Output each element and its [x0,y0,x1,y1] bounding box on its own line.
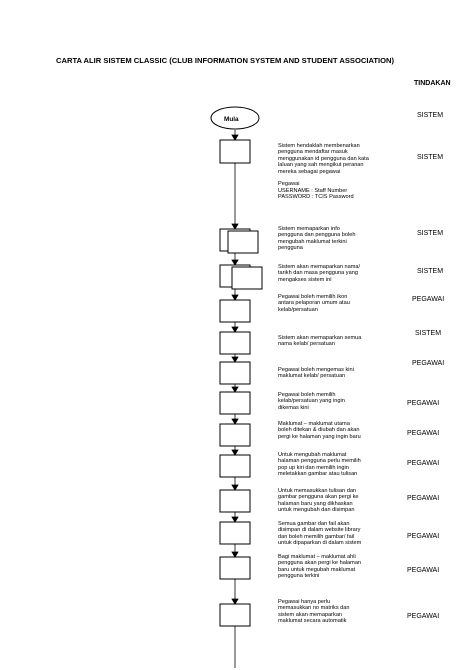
step-9-description [278,452,393,478]
step-11-line: dan boleh memilih gambar/ fail [278,533,355,540]
step-8-action: PEGAWAI [407,430,440,437]
process-box-6 [220,362,250,384]
step-12-description [278,554,393,580]
process-box-4 [220,300,250,322]
step-10-action: PEGAWAI [407,495,440,502]
step-13-line: maklumat secara automatik [278,618,347,625]
step-2-action: SISTEM [417,230,444,237]
step-6-line: maklumat kelab/ persatuan [278,373,346,380]
step-1-line: pengguna mendaftar masuk [278,149,348,156]
step-1-line: laluan yang sah mengikut peranan [278,162,364,169]
step-8-line: pergi ke halaman yang ingin baru [278,433,361,440]
step-2-line: mengubah maklumat terkini [278,238,347,245]
step-10-line: Untuk memasukkan tulisan dan [278,488,357,494]
step-2-description [278,226,393,252]
step-10-line: gambar pengguna akan pergi ke [278,494,359,501]
process-box-8 [220,424,250,446]
process-box-2-overlay [228,231,258,253]
step-1-description [278,143,393,201]
step-11-line: untuk dipaparkan di dalam sistem [278,540,362,547]
step-4-line: antara pelaporan umum atau [278,300,350,307]
step-9-line: pop up kiri dan memilih ingin [278,464,349,471]
process-box-11 [220,522,250,544]
step-2-line: pengguna [278,245,303,252]
step-13-action: PEGAWAI [407,613,440,620]
step-12-action: PEGAWAI [407,567,440,574]
arrow-11 [232,517,238,522]
column-header-tindakan: TINDAKAN [414,80,451,87]
step-4-line: Pegawai boleh memilih ikon [278,294,348,300]
process-box-1 [220,140,250,163]
step-1-line: mereka sebagai pegawai [278,168,341,175]
step-10-line: halaman baru yang dikhaskan [278,500,353,507]
step-4-action: PEGAWAI [412,296,445,303]
step-7-line: dikemas kini [278,404,309,411]
arrow-8 [232,419,238,424]
step-6-action: PEGAWAI [412,360,445,367]
step-3-line: tarikh dan masa pengguna yang [278,270,358,277]
arrow-10 [232,485,238,490]
step-1-line: menggunakan id pengguna dan kata [278,155,369,162]
step-7-line: Pegawai boleh memilih [278,392,336,398]
step-11-action: PEGAWAI [407,533,440,540]
step-1-line: Sistem hendaklah membenarkan [278,143,360,149]
step-9-line: meletakkan gambar atau tulisan [278,471,358,478]
arrow-9 [232,450,238,455]
step-3-action: SISTEM [417,268,444,275]
step-11-description [278,521,393,547]
step-7-action: PEGAWAI [407,400,440,407]
step-11-line: Semua gambar dan fail akan [278,521,350,527]
step-12-line: Bagi maklumat – maklumat ahli [278,554,356,560]
arrow-4 [232,295,238,300]
arrow-1 [232,135,238,140]
arrow-7 [232,387,238,392]
step-6-description [278,367,393,380]
start-label: Mula [224,116,239,123]
step-3-line: Sistem akan memaparkan nama/ [278,264,361,270]
arrow-3 [232,260,238,265]
step-2-line: Sistem memaparkan info [278,226,340,232]
arrow-6 [232,357,238,362]
process-box-3-overlay [232,267,262,289]
step-8-line: boleh ditekan & diubah dan akan [278,427,360,434]
step-13-line: sistem akan memaparkan [278,611,343,618]
step-1-line: PASSWORD : TCIS Password [278,194,354,201]
step-5-action: SISTEM [415,330,442,337]
step-9-action: PEGAWAI [407,460,440,467]
step-1-line: USERNAME : Staff Number [278,187,348,194]
process-box-9 [220,455,250,477]
step-2-line: pengguna dan pengguna boleh [278,232,356,239]
step-3-line: mengakses sistem ini [278,276,332,283]
step-1-action: SISTEM [417,154,444,161]
step-8-line: Maklumat – maklumat utama [278,421,350,427]
arrow-12 [232,552,238,557]
step-5-line: Sistem akan memaparkan semua [278,335,362,341]
arrow-13 [232,599,238,604]
step-11-line: disimpan di dalam website library [278,527,361,534]
step-4-line: kelab/persatuan [278,306,318,313]
step-3-description [278,264,393,283]
step-7-description [278,392,393,411]
step-10-description [278,488,393,514]
page-title: CARTA ALIR SISTEM CLASSIC (CLUB INFORMATION SYSTEM AND STUDENT ASSOCIATION) [56,56,395,65]
step-1-line: Pegawai [278,181,300,188]
process-box-7 [220,392,250,414]
step-7-line: kelab/persatuan yang ingin [278,398,345,405]
step-4-description [278,294,393,313]
step-10-line: untuk mengubah dan disimpan [278,507,355,514]
step-12-line: pengguna akan pergi ke halaman [278,560,362,567]
start-action-label: SISTEM [417,112,444,119]
step-12-line: pengguna terkini [278,573,320,580]
step-9-line: halaman pengguna perlu memilih [278,458,361,465]
process-box-13 [220,604,250,626]
step-9-line: Untuk mengubah maklumat [278,452,347,458]
process-box-5 [220,332,250,354]
step-13-line: memasukkan no matriks dan [278,605,350,612]
step-12-line: baru untuk megubah maklumat [278,566,356,573]
step-8-description [278,421,393,440]
arrow-2 [232,224,238,229]
process-box-12 [220,557,250,579]
step-13-line: Pegawai hanya perlu [278,599,331,605]
step-5-description [278,335,393,348]
process-box-10 [220,490,250,512]
step-6-line: Pegawai boleh mengemas kini [278,367,354,373]
arrow-5 [232,327,238,332]
step-13-description [278,599,393,625]
step-5-line: nama kelab/ persatuan [278,341,335,348]
